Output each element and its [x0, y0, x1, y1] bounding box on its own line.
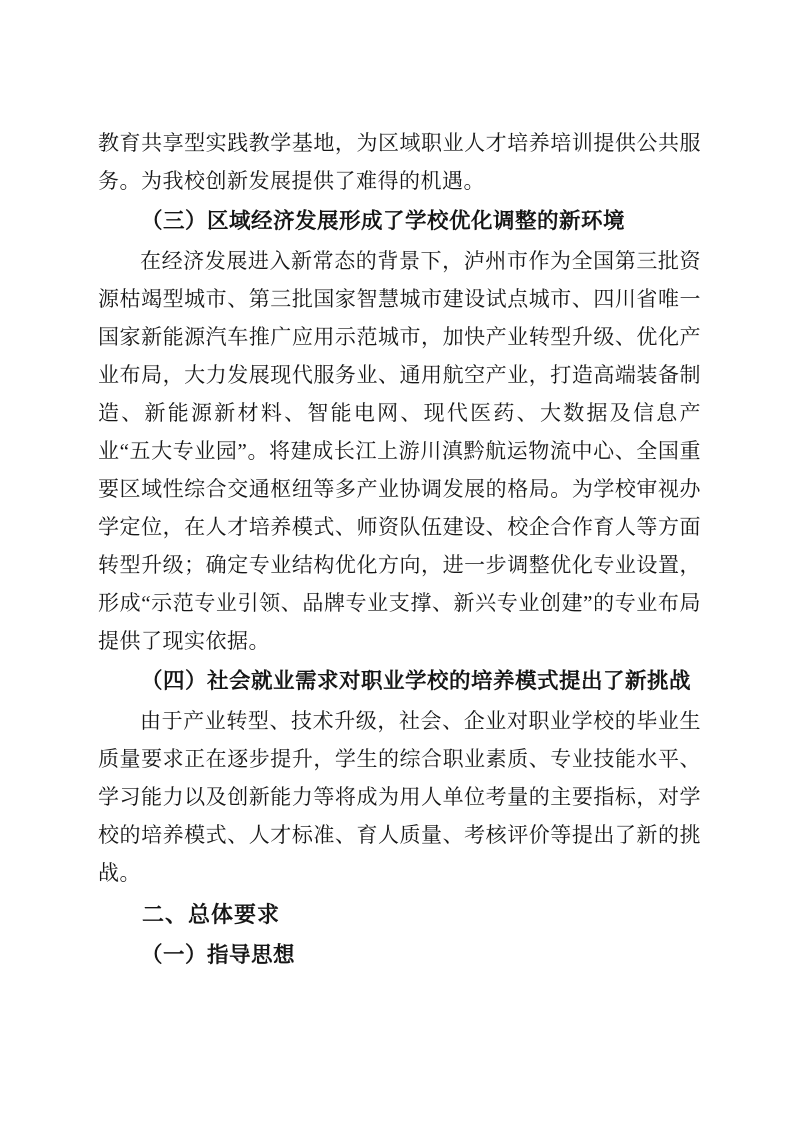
section-heading-3: （三）区域经济发展形成了学校优化调整的新环境 — [141, 209, 626, 233]
chapter-heading-overall-requirements: 二、总体要求 — [142, 902, 281, 927]
subsection-heading-guiding-ideology: （一）指导思想 — [141, 943, 296, 967]
body-paragraph-employment-demand: 由于产业转型、技术升级，社会、企业对职业学校的毕业生质量要求正在逐步提升，学生的综合职业素质、专业技能水平、学习能力以及创新能力等将成为用人单位考量的主要指标，对学校的培养模式、人才标准、育人质量、考核评价等提出了新的挑战。 — [98, 709, 701, 885]
body-paragraph-regional-economy: 在经济发展进入新常态的背景下，泸州市作为全国第三批资源枯竭型城市、第三批国家智慧城市建设试点城市、四川省唯一国家新能源汽车推广应用示范城市，加快产业转型升级、优化产业布局，大力发展现代服务业、通用航空产业，打造高端装备制造、新能源新材料、智能电网、现代医药、大数据及信息产业“五大专业园”。将建成长江上游川滇黔航运物流中心、全国重要区域性综合交通枢纽等多产业协调发展的格局。为学校审视办学定位，在人才培养模式、师资队伍建设、校企合作育人等方面转型升级；确定专业结构优化方向，进一步调整优化专业设置，形成“示范专业引领、品牌专业支撑、新兴专业创建”的专业布局提供了现实依据。 — [98, 249, 701, 653]
section-heading-4: （四）社会就业需求对职业学校的培养模式提出了新挑战 — [141, 669, 692, 693]
paragraph-continuation: 教育共享型实践教学基地，为区域职业人才培养培训提供公共服务。为我校创新发展提供了难得的机遇。 — [98, 131, 701, 193]
